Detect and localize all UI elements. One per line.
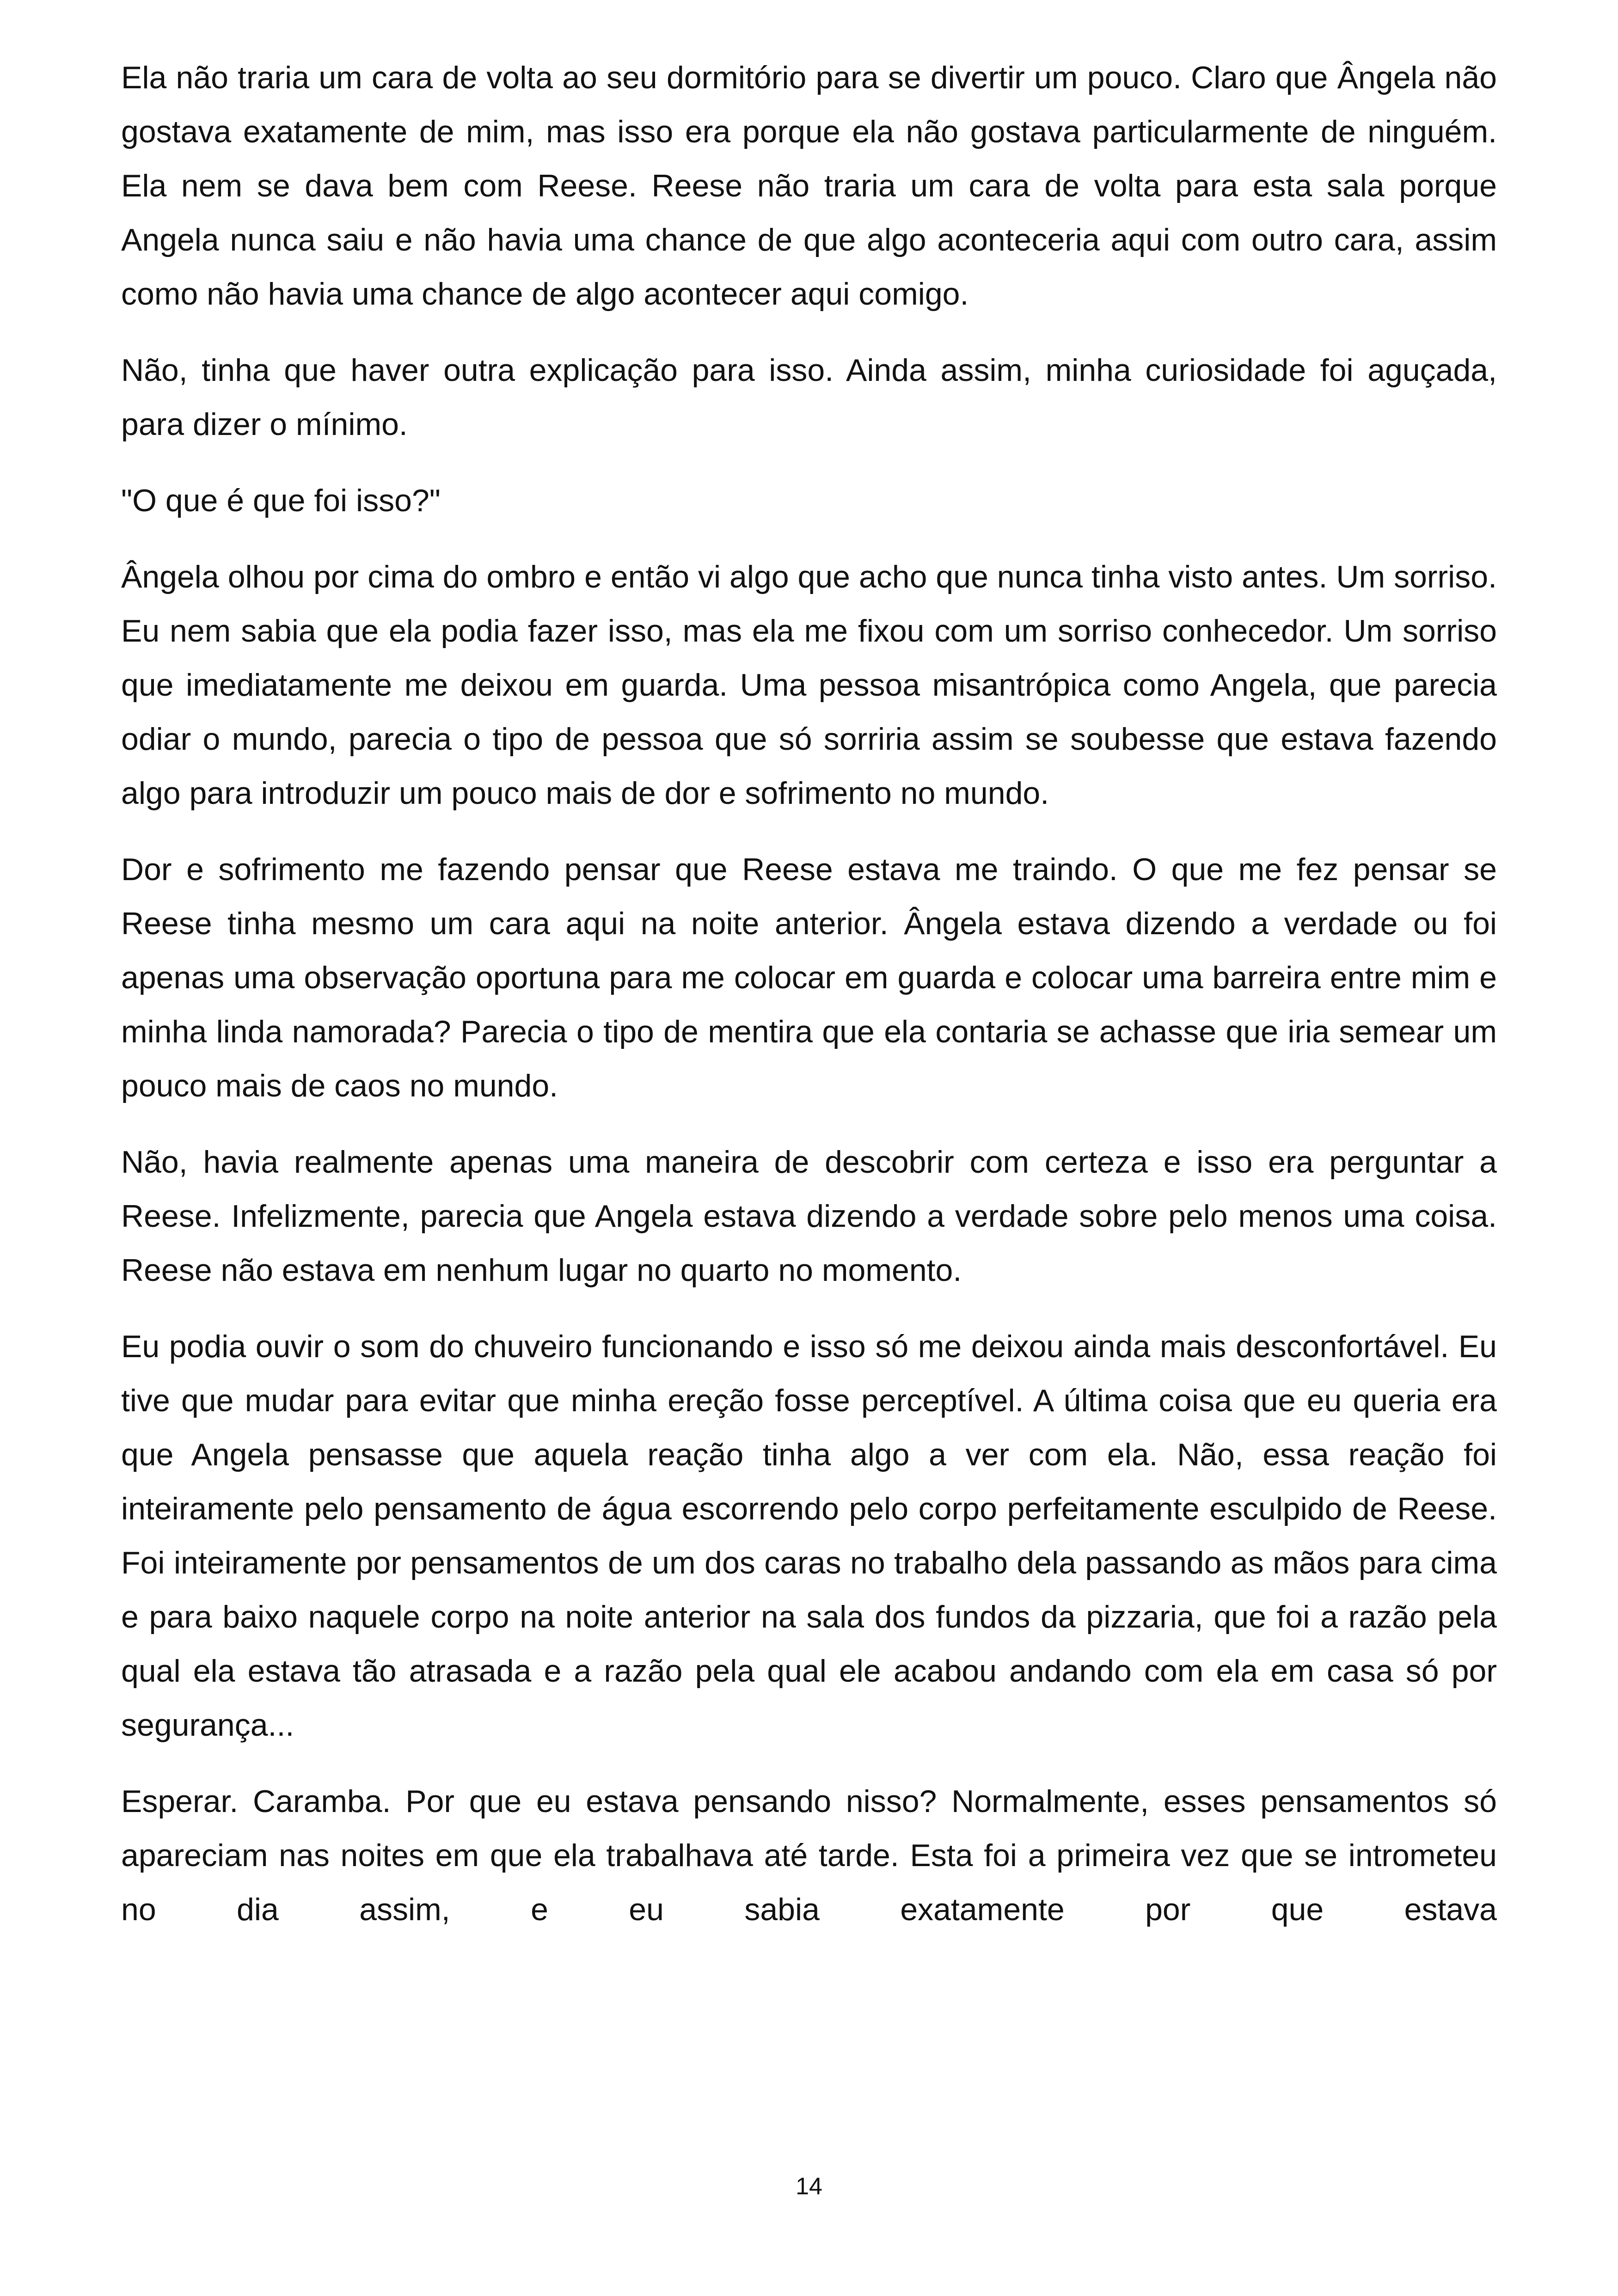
paragraph: Ângela olhou por cima do ombro e então vi algo que acho que nunca tinha visto antes. Um sorriso. Eu nem sabia que ela podia fazer isso, mas ela me fixou com um sorriso conhecedor. Um sorriso que imediatamente me deixou em guarda. Uma pessoa misantrópica como Angela, que parecia odiar o mundo, parecia o tipo de pessoa que só sorriria assim se soubesse que estava fazendo algo para introduzir um pouco mais de dor e sofrimento no mundo. xyxy=(121,559,1497,811)
paragraph: Eu podia ouvir o som do chuveiro funcionando e isso só me deixou ainda mais desconfortável. Eu tive que mudar para evitar que minha ereção fosse perceptível. A última coisa que eu queria era que Angela pensasse que aquela reação tinha algo a ver com ela. Não, essa reação foi inteiramente pelo pensamento de água escorrendo pelo corpo perfeitamente esculpido de Reese. Foi inteiramente por pensamentos de um dos caras no trabalho dela passando as mãos para cima e para baixo naquele corpo na noite anterior na sala dos fundos da pizzaria, que foi a razão pela qual ela estava tão atrasada e a razão pela qual ele acabou andando com ela em casa só por segurança... xyxy=(121,1329,1497,1743)
paragraph: Não, havia realmente apenas uma maneira de descobrir com certeza e isso era perguntar a Reese. Infelizmente, parecia que Angela estava dizendo a verdade sobre pelo menos uma coisa. Reese não estava em nenhum lugar no quarto no momento. xyxy=(121,1145,1497,1288)
body-text xyxy=(121,51,1497,1937)
paragraph: "O que é que foi isso?" xyxy=(121,483,441,518)
paragraph: Dor e sofrimento me fazendo pensar que Reese estava me traindo. O que me fez pensar se Reese tinha mesmo um cara aqui na noite anterior. Ângela estava dizendo a verdade ou foi apenas uma observação oportuna para me colocar em guarda e colocar uma barreira entre mim e minha linda namorada? Parecia o tipo de mentira que ela contaria se achasse que iria semear um pouco mais de caos no mundo. xyxy=(121,852,1497,1103)
paragraph: Ela não traria um cara de volta ao seu dormitório para se divertir um pouco. Claro que Ângela não gostava exatamente de mim, mas isso era porque ela não gostava particularmente de ninguém. Ela nem se dava bem com Reese. Reese não traria um cara de volta para esta sala porque Angela nunca saiu e não havia uma chance de que algo aconteceria aqui com outro cara, assim como não havia uma chance de algo acontecer aqui comigo. xyxy=(121,60,1497,312)
page-number: 14 xyxy=(796,2173,822,2200)
paragraph: Não, tinha que haver outra explicação para isso. Ainda assim, minha curiosidade foi aguçada, para dizer o mínimo. xyxy=(121,353,1497,442)
paragraph: Esperar. Caramba. Por que eu estava pensando nisso? Normalmente, esses pensamentos só apareciam nas noites em que ela trabalhava até tarde. Esta foi a primeira vez que se intrometeu no dia assim, e eu sabia exatamente por que estava xyxy=(121,1784,1497,1927)
